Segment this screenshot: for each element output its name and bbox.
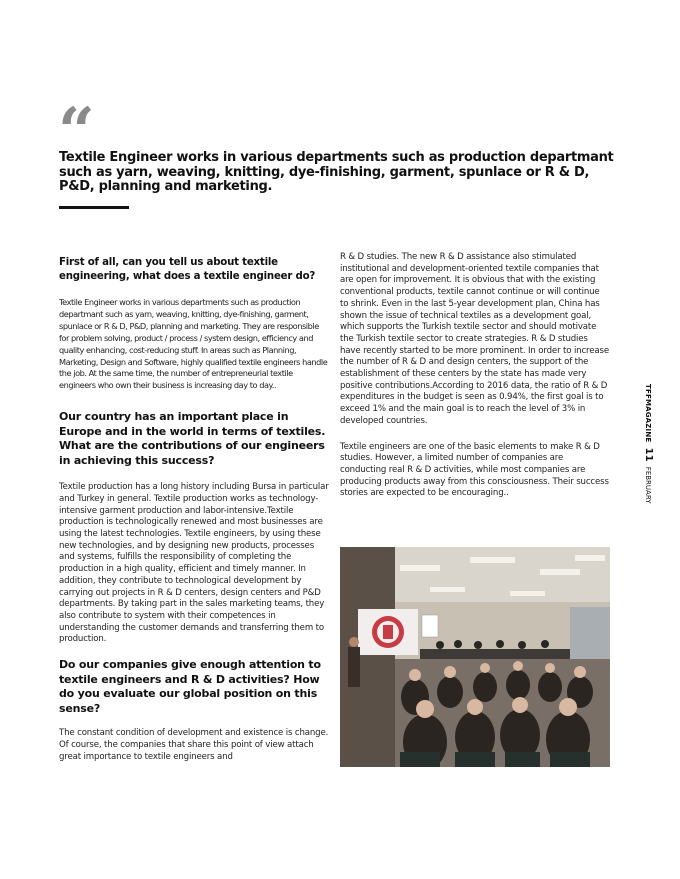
answer-1: Textile Engineer works in various departments such as production departmant such as yarn, weaving, knitting, dye-finishing, garment, spunlace or R & D, P&D, planning and marketing. They are responsible for problem solving, product / process / system design, efficiency and quality enhancing, cost-reducing stuff. In areas such as Planning, Marketing, Design and Software, highly qualified textile engineers handle the job. At the same time, the number of entrepreneurial textile engineers who own their business is increasing day to day.. <box>59 297 328 391</box>
divider-rule <box>59 206 129 209</box>
side-label-text <box>643 384 654 504</box>
right-paragraph-2: Textile engineers are one of the basic elements to make R & D studies. However, a limited number of companies are conducting real R & D activities, while most companies are producing products away from this consciousness. Their success stories are expected to be encouraging.. <box>340 441 609 499</box>
question-1: First of all, can you tell us about textile engineering, what does a textile engineer do? <box>59 257 316 282</box>
page-number: 11 <box>643 447 654 462</box>
conference-photo-image <box>340 547 610 767</box>
side-label <box>640 384 656 514</box>
pull-quote: Textile Engineer works in various departments such as production departmant such as yarn, weaving, knitting, dye-finishing, garment, spunlace or R & D, P&D, planning and marketing. <box>59 150 614 194</box>
issue-month: FEBRUARY <box>644 466 652 504</box>
left-column <box>59 256 329 775</box>
answer-3: The constant condition of development and existence is change. Of course, the companies that share this point of view attach great importance to textile engineers and <box>59 728 329 762</box>
answer-2: Textile production has a long history including Bursa in particular and Turkey in general. Textile production works as technology-intensive garment production and labor-intensive.Textile production is technologically renewed and most businesses are using the latest technologies. Textile engineers, by using these new technologies, and by designing new products, processes and systems, fulfills the responsibility of completing the production in a high quality, efficient and timely manner. In addition, they contribute to technological development by carrying out projects in R & D centers, design centers and P&D departments. By taking part in the sales marketing teams, they also contribute to system with their competences in understanding the customer demands and transferring them to production. <box>59 482 329 645</box>
question-2: Our country has an important place in Europe and in the world in terms of textiles. What are the contributions of our engineers in achieving this success? <box>59 410 326 467</box>
conference-photo <box>340 547 610 767</box>
right-column <box>340 252 610 512</box>
quote-mark: “ <box>58 94 95 169</box>
magazine-name: TFFMAGAZINE <box>644 384 652 443</box>
question-3: Do our companies give enough attention to textile engineers and R & D activities? How do you evaluate our global position on this sense? <box>59 658 321 715</box>
right-paragraph-1: R & D studies. The new R & D assistance also stimulated institutional and development-oriented textile companies that are open for improvement. It is obvious that with the existing conventional products, textile cannot continue or will continue to shrink. Even in the last 5-year development plan, China has shown the issue of technical textiles as a development goal, which supports the Turkish textile sector and should motivate the Turkish textile sector to create strategies. R & D studies have recently started to be more prominent. In order to increase the number of R & D and design centers, the support of the establishment of these centers by the state has made very positive contributions.According to 2016 data, the ratio of R & D expenditures in the budget is seen as 0.94%, the first goal is to exceed 1% and the main goal is to reach the level of 3% in developed countries. <box>340 252 609 426</box>
